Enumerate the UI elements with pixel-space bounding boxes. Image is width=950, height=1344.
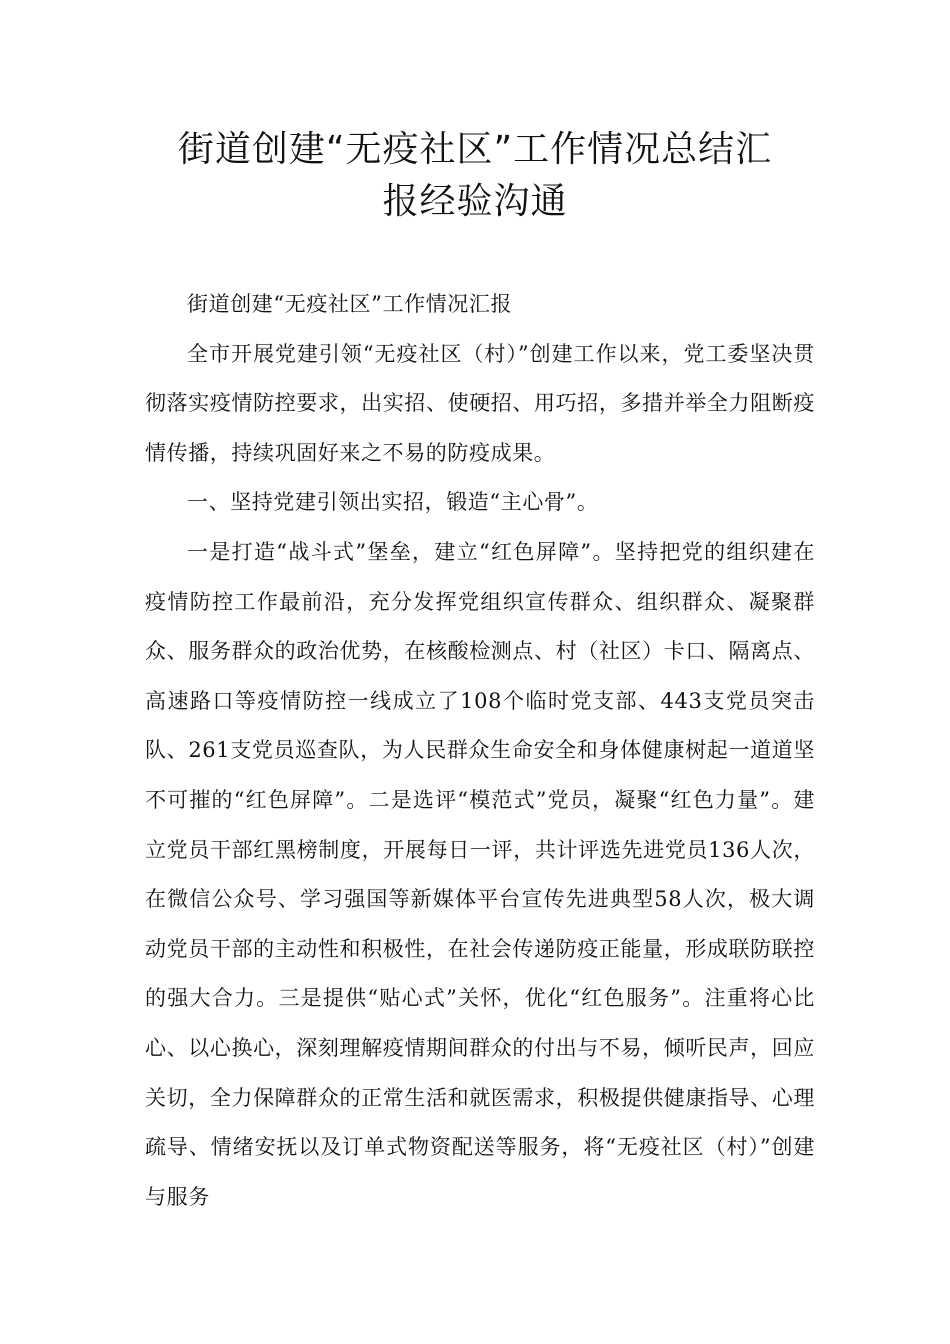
section-body-paragraph: 一是打造“战斗式”堡垒，建立“红色屏障”。坚持把党的组织建在疫情防控工作最前沿，充分发挥党组织宣传群众、组织群众、凝聚群众、服务群众的政治优势，在核酸检测点、村（社区）卡口、隔离点、高速路口等疫情防控一线成立了108个临时党支部、443支党员突击队、261支党员巡查队，为人民群众生命安全和身体健康树起一道道坚不可摧的“红色屏障”。二是选评“模范式”党员，凝聚“红色力量”。建立党员干部红黑榜制度，开展每日一评，共计评选先进党员136人次，在微信公众号、学习强国等新媒体平台宣传先进典型58人次，极大调动党员干部的主动性和积极性，在社会传递防疫正能量，形成联防联控的强大合力。三是提供“贴心式”关怀，优化“红色服务”。注重将心比心、以心换心，深刻理解疫情期间群众的付出与不易，倾听民声，回应关切，全力保障群众的正常生活和就医需求，积极提供健康指导、心理疏导、情绪安抚以及订单式物资配送等服务，将“无疫社区（村）”创建与服务: [145, 539, 815, 1209]
section-heading-paragraph: 一、坚持党建引领出实招，锻造“主心骨”。: [187, 490, 599, 515]
document-title-line-1: 街道创建“无疫社区”工作情况总结汇: [177, 129, 773, 170]
document-body: [145, 280, 815, 1222]
document-title: [120, 124, 830, 228]
document-title-line-2: 报经验沟通: [382, 181, 568, 222]
intro-paragraph: 全市开展党建引领“无疫社区（村）”创建工作以来，党工委坚决贯彻落实疫情防控要求，出实招、使硬招、用巧招，多措并举全力阻断疫情传播，持续巩固好来之不易的防疫成果。: [145, 341, 815, 465]
report-subtitle-paragraph: 街道创建“无疫社区”工作情况汇报: [187, 292, 513, 316]
